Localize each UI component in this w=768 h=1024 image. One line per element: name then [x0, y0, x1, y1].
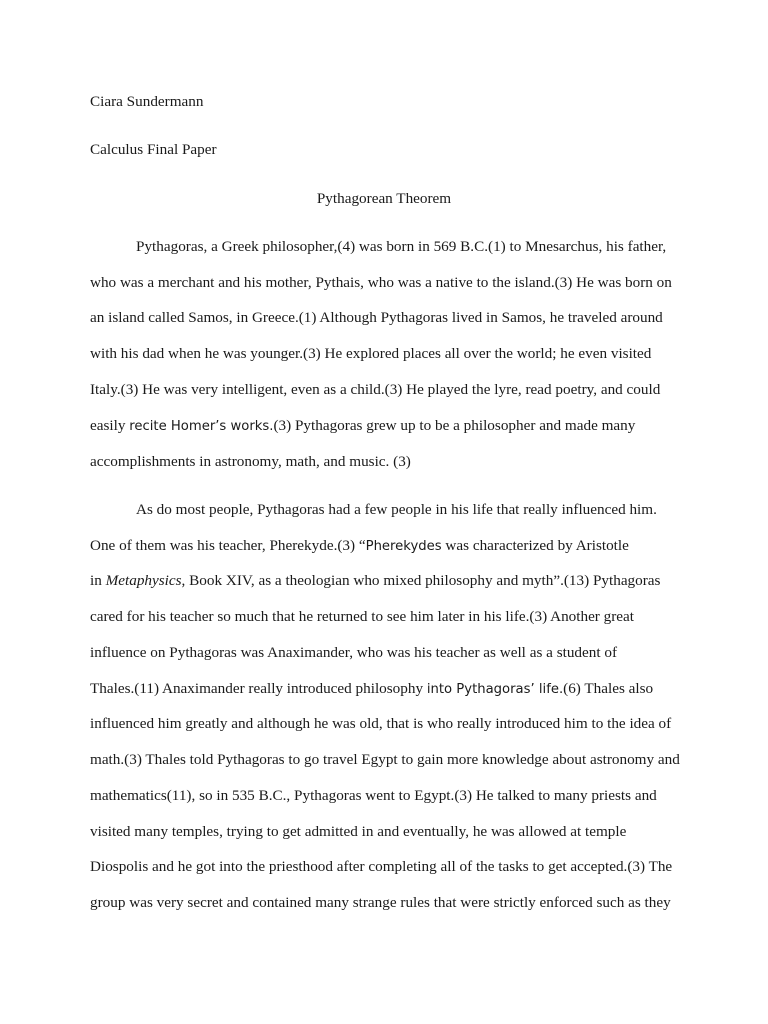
paragraph-line: group was very secret and contained many strange rules that were strictly enforced such as they [90, 894, 671, 911]
text-run: in [90, 572, 106, 589]
course-name: Calculus Final Paper [90, 141, 217, 158]
paragraph-line: visited many temples, trying to get admitted in and eventually, he was allowed at temple [90, 823, 627, 840]
text-run: into Pythagoras’ life. [426, 682, 564, 697]
paragraph-line: accomplishments in astronomy, math, and music. (3) [90, 453, 411, 470]
text-run: Thales.(11) Anaximander really introduced philosophy [90, 680, 427, 697]
paragraph-line [90, 572, 660, 590]
paragraph-line [90, 537, 629, 556]
paper-title: Pythagorean Theorem [316, 190, 452, 207]
paragraph-line: influenced him greatly and although he was old, that is who really introduced him to the idea of [90, 715, 672, 732]
paragraph-line: influence on Pythagoras was Anaximander, who was his teacher as well as a student of [90, 644, 618, 661]
paragraph-line [90, 417, 635, 436]
paragraph-line: Diospolis and he got into the priesthood after completing all of the tasks to get accepted.(3) The [90, 858, 673, 875]
text-run: was characterized by Aristotle [441, 537, 629, 554]
paragraph-line: mathematics(11), so in 535 B.C., Pythagoras went to Egypt.(3) He talked to many priests and [90, 787, 657, 804]
text-run: (3) Pythagoras grew up to be a philosopher and made many [273, 417, 636, 434]
paragraph-line: math.(3) Thales told Pythagoras to go travel Egypt to gain more knowledge about astronomy and [90, 751, 680, 768]
author-name: Ciara Sundermann [90, 93, 204, 110]
paragraph-line: Pythagoras, a Greek philosopher,(4) was born in 569 B.C.(1) to Mnesarchus, his father, [136, 238, 667, 255]
text-run: One of them was his teacher, Pherekyde.(3) “ [90, 537, 366, 554]
paragraph-line: Italy.(3) He was very intelligent, even as a child.(3) He played the lyre, read poetry, and could [90, 381, 661, 398]
paragraph-line [90, 680, 653, 699]
text-run: (6) Thales also [563, 680, 654, 697]
paragraph-line: As do most people, Pythagoras had a few people in his life that really influenced him. [136, 501, 657, 518]
paragraph-line: an island called Samos, in Greece.(1) Although Pythagoras lived in Samos, he traveled around [90, 309, 663, 326]
text-run: , Book XIV, as a theologian who mixed philosophy and myth”.(13) Pythagoras [181, 572, 661, 589]
paragraph-line: cared for his teacher so much that he returned to see him later in his life.(3) Another great [90, 608, 635, 625]
paragraph-line: with his dad when he was younger.(3) He explored places all over the world; he even visited [90, 345, 652, 362]
text-run: easily [90, 417, 130, 434]
book-title: Metaphysics [105, 572, 182, 589]
text-run: Pherekydes [365, 539, 442, 554]
text-run: recite Homer’s works. [129, 419, 274, 434]
paragraph-line: who was a merchant and his mother, Pythais, who was a native to the island.(3) He was born on [90, 274, 672, 291]
